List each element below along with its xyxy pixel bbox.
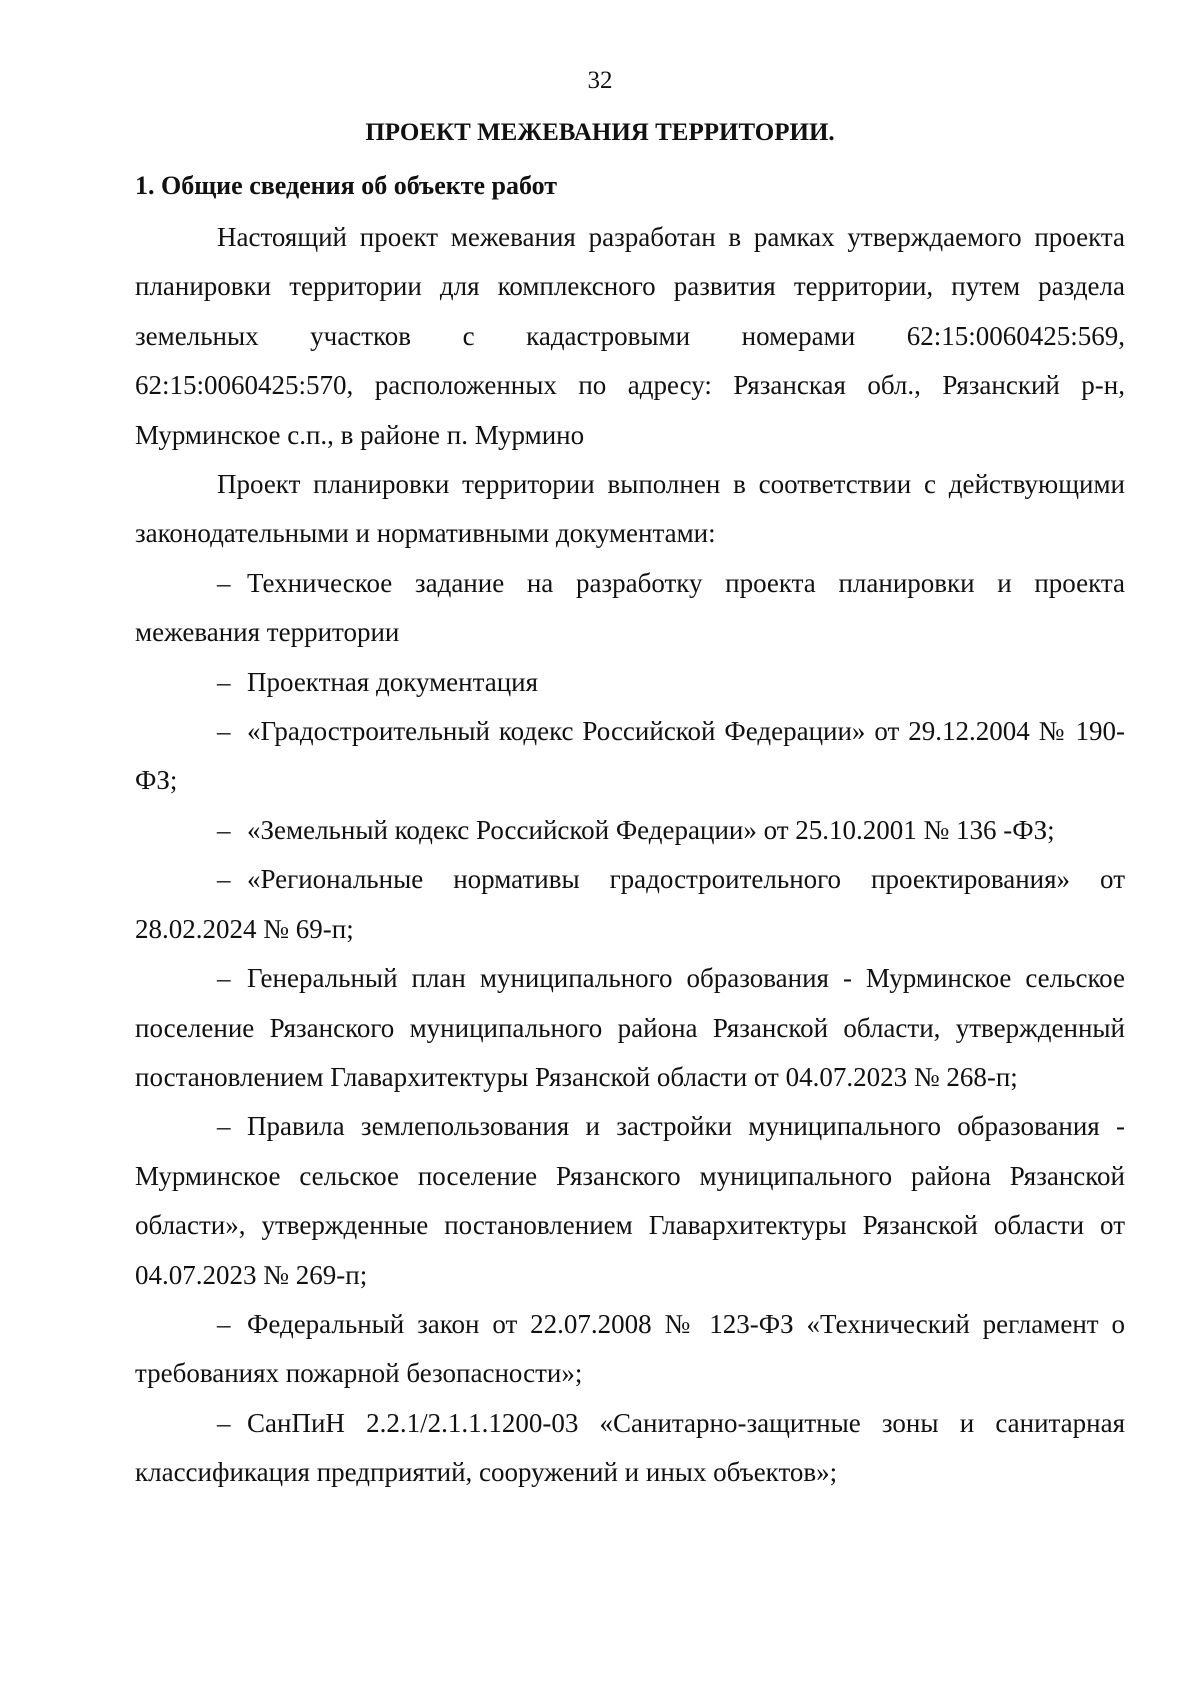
list-item-text: «Земельный кодекс Российской Федерации» от 25.10.2001 № 136 -ФЗ; <box>247 814 1055 845</box>
list-item <box>135 855 1125 954</box>
list-item <box>135 1399 1125 1498</box>
page-number: 32 <box>587 67 613 94</box>
list-dash: – <box>217 1407 231 1438</box>
list-item <box>135 707 1125 806</box>
list-dash: – <box>217 716 231 747</box>
list-item-text: «Градостроительный кодекс Российской Федерации» от 29.12.2004 № 190-ФЗ; <box>135 716 1125 796</box>
list-dash: – <box>217 567 231 598</box>
list-item-text: Генеральный план муниципального образования - Мурминское сельское поселение Рязанского муниципального района Рязанской области, утвержденный постановлением Главархитектуры Рязанской области от 04.07.2023 № 268-п; <box>135 963 1125 1092</box>
list-dash: – <box>217 666 231 697</box>
list-item <box>135 1102 1125 1300</box>
list-item <box>135 559 1125 658</box>
list-item-text: Федеральный закон от 22.07.2008 № 123-ФЗ «Технический регламент о требованиях пожарной безопасности»; <box>135 1308 1125 1389</box>
list-dash: – <box>217 1308 231 1339</box>
list-item <box>135 1300 1125 1399</box>
compliance-paragraph: Проект планировки территории выполнен в соответствии с действующими законодательными и нормативными документами: <box>135 469 1125 549</box>
list-item-text: «Региональные нормативы градостроительного проектирования» от 28.02.2024 № 69-п; <box>135 864 1125 944</box>
list-item-text: Проектная документация <box>247 666 539 697</box>
list-dash: – <box>217 1111 231 1142</box>
list-item-text: СанПиН 2.2.1/2.1.1.1200-03 «Санитарно-защитные зоны и санитарная классификация предприятий, сооружений и иных объектов»; <box>135 1407 1125 1488</box>
list-dash: – <box>217 864 231 895</box>
document-title: ПРОЕКТ МЕЖЕВАНИЯ ТЕРРИТОРИИ. <box>365 119 835 146</box>
list-item-text: Техническое задание на разработку проекта планировки и проекта межевания территории <box>135 567 1125 648</box>
list-item-text: Правила землепользования и застройки муниципального образования - Мурминское сельское поселение Рязанского муниципального района Рязанской области», утвержденные постановлением Главархитектуры Рязанской области от 04.07.2023 № 269-п; <box>135 1111 1125 1290</box>
list-dash: – <box>217 814 231 845</box>
list-item <box>135 954 1125 1102</box>
list-item <box>135 658 1125 707</box>
intro-paragraph: Настоящий проект межевания разработан в рамках утверждаемого проекта планировки территории для комплексного развития территории, путем раздела земельных участков с кадастровыми номерами 62:15:0060425:569, 62:15:0060425:570, расположенных по адресу: Рязанская обл., Рязанский р-н, Мурминское с.п., в районе п. Мурмино <box>135 222 1125 450</box>
list-item <box>135 806 1125 855</box>
list-dash: – <box>217 963 231 994</box>
document-body <box>135 213 1125 1498</box>
section-heading: 1. Общие сведения об объекте работ <box>135 171 558 200</box>
